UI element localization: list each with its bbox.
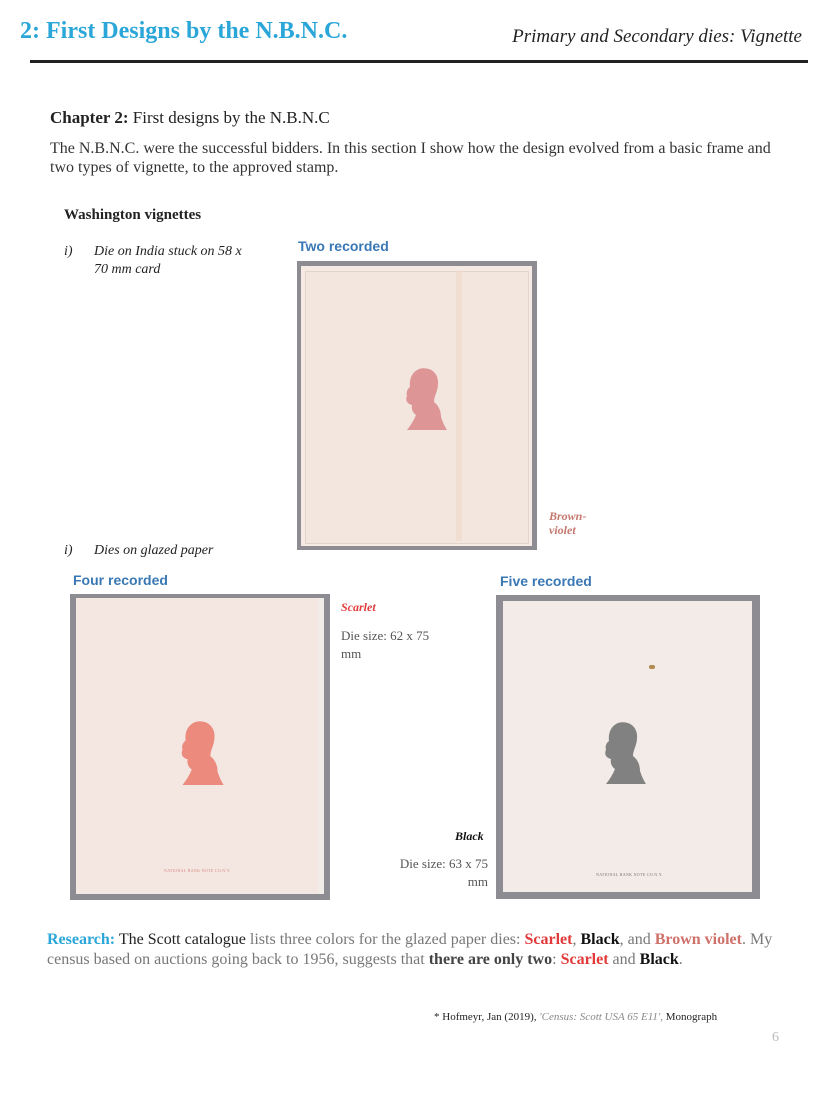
scarlet-recorded-label: Four recorded	[73, 572, 168, 588]
research-label: Research:	[47, 931, 116, 948]
page-number: 6	[772, 1030, 779, 1045]
intro-paragraph: The N.B.N.C. were the successful bidders. In this section I show how the design evolved from a basic frame and two types of vignette, to the approved stamp.	[50, 140, 771, 176]
research-text: My census based on auctions going back to 1956, suggests that	[47, 931, 773, 968]
chapter-label: Chapter 2:	[50, 108, 129, 127]
black-die-size: Die size: 63 x 75 mm	[399, 856, 488, 889]
research-text: lists three colors for the glazed paper dies:	[249, 931, 521, 948]
section-title: Washington vignettes	[64, 207, 202, 223]
footnote-author: * Hofmeyr, Jan (2019),	[434, 1011, 537, 1023]
page-header-title: 2: First Designs by the N.B.N.C.	[20, 18, 348, 44]
footnote-title: 'Census: Scott USA 65 E11',	[539, 1011, 664, 1023]
research-color-black: Black	[580, 931, 620, 948]
research-text: The	[118, 931, 144, 948]
paper-spot	[649, 665, 655, 669]
page-header-subtitle: Primary and Secondary dies: Vignette	[512, 26, 802, 47]
india-color-label: Brown-violet	[549, 509, 587, 537]
research-text: and	[612, 951, 636, 968]
scarlet-die-size: Die size: 62 x 75 mm	[341, 628, 430, 661]
washington-portrait-image	[596, 719, 648, 785]
portrait-shape	[182, 721, 224, 785]
research-color-brown-violet: Brown violet	[654, 931, 742, 948]
washington-portrait-image	[397, 365, 449, 431]
list-item-india	[64, 243, 244, 279]
black-recorded-label: Five recorded	[500, 573, 592, 589]
portrait-shape	[605, 722, 646, 784]
research-color-black: Black	[639, 951, 679, 968]
portrait-shape	[406, 368, 447, 430]
header-divider	[30, 60, 808, 63]
black-imprint: NATIONAL BANK NOTE CO.N.Y.	[596, 872, 663, 877]
research-color-scarlet: Scarlet	[524, 931, 573, 948]
item-text: Dies on glazed paper	[94, 543, 214, 558]
footnote	[434, 1011, 717, 1023]
research-text: .	[741, 931, 746, 948]
item-number: i)	[64, 543, 73, 558]
scarlet-imprint: NATIONAL BANK NOTE CO.N.Y.	[164, 868, 231, 873]
research-emphasis: there are only two	[428, 951, 553, 968]
research-catalogue: Scott catalogue	[147, 931, 246, 948]
chapter-heading	[50, 108, 330, 128]
research-text: :	[552, 951, 557, 968]
list-item-glazed	[64, 543, 213, 559]
black-proof-mount	[496, 595, 760, 899]
research-text: .	[678, 951, 683, 968]
chapter-title: First designs by the N.B.N.C	[132, 108, 330, 127]
card-tone-stripe	[456, 271, 462, 541]
research-paragraph	[47, 930, 807, 970]
item-number: i)	[64, 244, 73, 259]
research-color-scarlet: Scarlet	[560, 951, 609, 968]
item-text: Die on India stuck on 58 x 70 mm card	[94, 244, 242, 277]
black-color-label: Black	[455, 829, 484, 843]
india-proof-mount	[297, 261, 587, 550]
washington-portrait-image	[172, 718, 226, 786]
scarlet-proof-mount	[70, 594, 330, 900]
research-text: ,	[572, 931, 577, 948]
scarlet-color-label: Scarlet	[341, 600, 376, 614]
india-recorded-label: Two recorded	[298, 238, 389, 254]
footnote-type: Monograph	[665, 1011, 718, 1023]
research-text: , and	[619, 931, 651, 948]
paper-edge	[318, 598, 324, 894]
